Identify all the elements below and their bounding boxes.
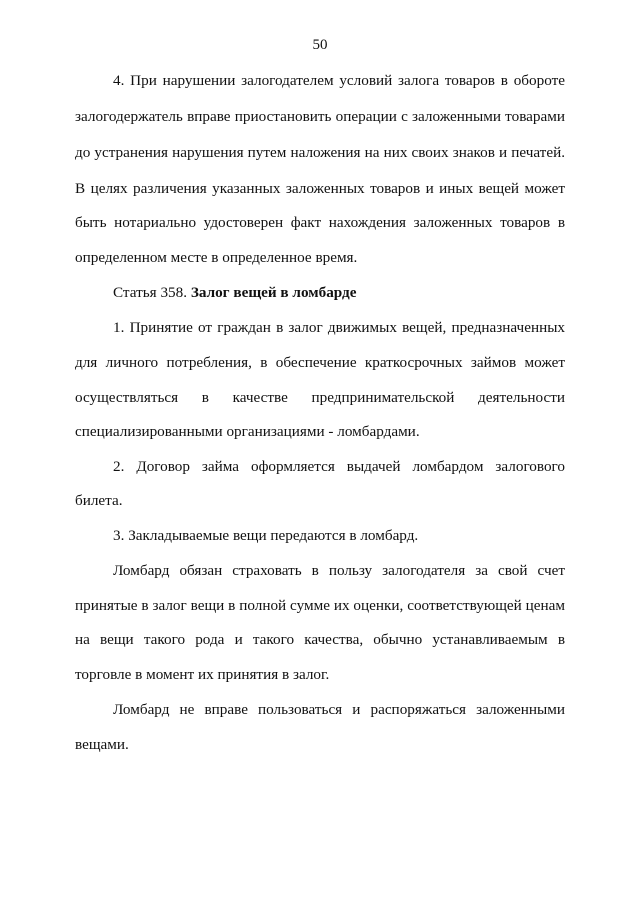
article-number: Статья 358.: [113, 284, 191, 301]
text-line: 3. Закладываемые вещи передаются в ломбард.: [113, 527, 419, 544]
text-line: для личного потребления, в обеспечение краткосрочных займов может: [75, 354, 565, 371]
text-line: вещами.: [75, 736, 129, 753]
text-line: 4. При нарушении залогодателем условий залога товаров в обороте: [113, 72, 565, 89]
text-line: 1. Принятие от граждан в залог движимых вещей, предназначенных: [113, 319, 565, 336]
text-line: В целях различения указанных заложенных товаров и иных вещей может: [75, 180, 565, 197]
text-line: на вещи такого рода и такого качества, обычно устанавливаемым в: [75, 631, 565, 648]
text-line: определенном месте в определенное время.: [75, 249, 358, 266]
text-line: билета.: [75, 492, 123, 509]
text-line: Ломбард не вправе пользоваться и распоряжаться заложенными: [113, 701, 565, 718]
page-number: 50: [312, 37, 328, 53]
text-line: до устранения нарушения путем наложения на них своих знаков и печатей.: [75, 144, 565, 161]
text-line: залогодержатель вправе приостановить операции с заложенными товарами: [75, 108, 565, 125]
article-title: Залог вещей в ломбарде: [190, 284, 357, 301]
text-line: Ломбард обязан страховать в пользу залогодателя за свой счет: [113, 562, 565, 579]
text-line: осуществляться в качестве предпринимательской деятельности: [75, 389, 565, 406]
text-line: быть нотариально удостоверен факт нахождения заложенных товаров в: [75, 214, 565, 231]
article-heading: [113, 284, 565, 302]
text-line: торговле в момент их принятия в залог.: [75, 666, 330, 683]
text-line: 2. Договор займа оформляется выдачей ломбардом залогового: [113, 458, 565, 475]
text-line: принятые в залог вещи в полной сумме их оценки, соответствующей ценам: [75, 597, 565, 614]
text-line: специализированными организациями - ломбардами.: [75, 423, 420, 440]
